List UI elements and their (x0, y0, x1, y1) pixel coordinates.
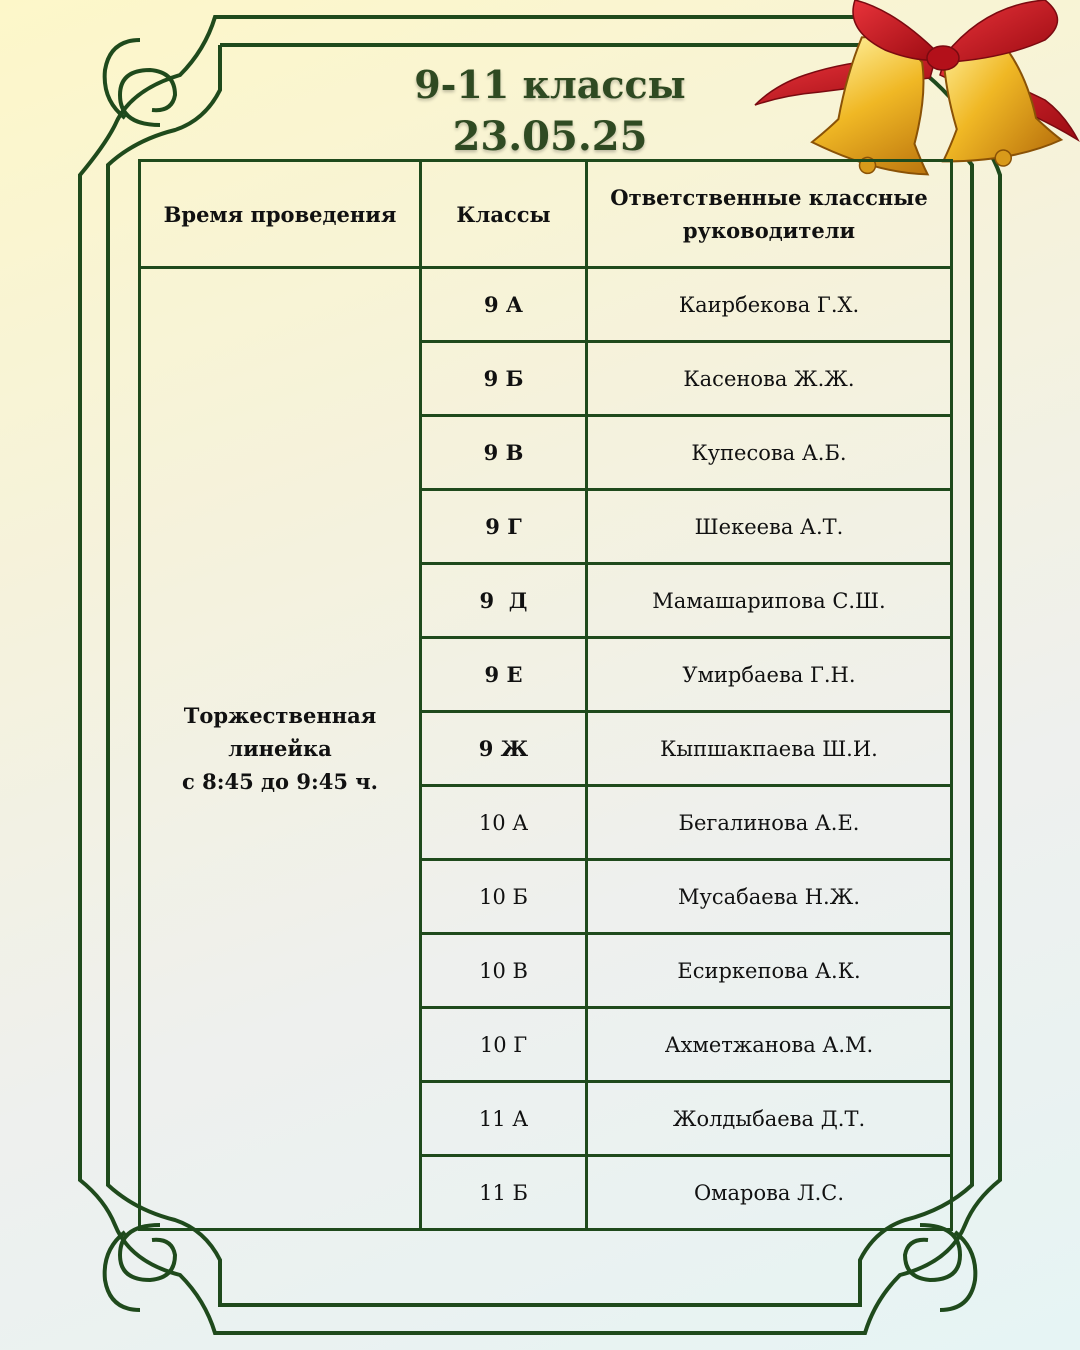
class-cell: 10 Б (421, 860, 587, 934)
header-teachers: Ответственные классные руководители (587, 161, 952, 268)
teacher-cell: Омарова Л.С. (587, 1156, 952, 1230)
teacher-cell: Кыпшакпаева Ш.И. (587, 712, 952, 786)
class-cell: 9 Е (421, 638, 587, 712)
teacher-cell: Жолдыбаева Д.Т. (587, 1082, 952, 1156)
class-cell: 9 Ж (421, 712, 587, 786)
class-cell: 9 Д (421, 564, 587, 638)
table-row (140, 268, 952, 342)
teacher-cell: Касенова Ж.Ж. (587, 342, 952, 416)
schedule-table (138, 159, 953, 1231)
class-cell: 9 Б (421, 342, 587, 416)
class-cell: 9 В (421, 416, 587, 490)
class-cell: 10 Г (421, 1008, 587, 1082)
teacher-cell: Умирбаева Г.Н. (587, 638, 952, 712)
page-title: 9-11 классы (414, 62, 686, 107)
teacher-cell: Шекеева А.Т. (587, 490, 952, 564)
class-cell: 9 А (421, 268, 587, 342)
event-title: Торжественная (183, 703, 377, 728)
class-cell: 11 А (421, 1082, 587, 1156)
class-cell: 11 Б (421, 1156, 587, 1230)
table-header-row (140, 161, 952, 268)
teacher-cell: Мамашарипова С.Ш. (587, 564, 952, 638)
page-date: 23.05.25 (452, 113, 648, 160)
class-cell: 10 А (421, 786, 587, 860)
header-time: Время проведения (140, 161, 421, 268)
teacher-cell: Бегалинова А.Е. (587, 786, 952, 860)
event-cell (140, 268, 421, 1230)
teacher-cell: Ахметжанова А.М. (587, 1008, 952, 1082)
teacher-cell: Каирбекова Г.Х. (587, 268, 952, 342)
event-time: с 8:45 до 9:45 ч. (182, 769, 378, 794)
class-cell: 9 Г (421, 490, 587, 564)
teacher-cell: Мусабаева Н.Ж. (587, 860, 952, 934)
header-classes: Классы (421, 161, 587, 268)
teacher-cell: Есиркепова А.К. (587, 934, 952, 1008)
event-subtitle: линейка (228, 736, 332, 761)
teacher-cell: Купесова А.Б. (587, 416, 952, 490)
class-cell: 10 В (421, 934, 587, 1008)
